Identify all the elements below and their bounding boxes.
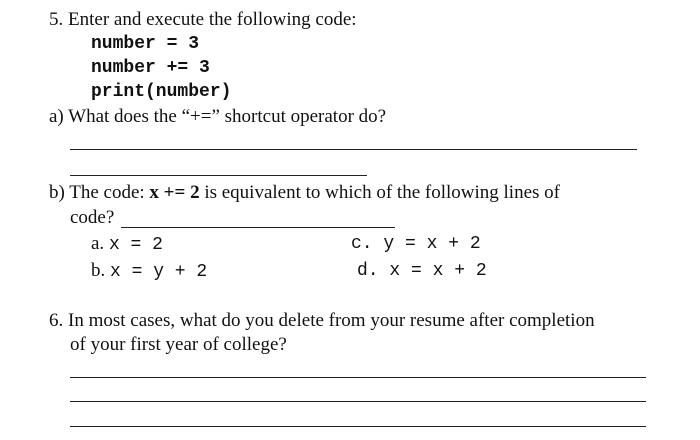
- code-line-3: print(number): [91, 82, 232, 102]
- question-6-line-2: of your first year of college?: [70, 334, 287, 355]
- option-b-letter: b.: [91, 260, 110, 281]
- question-5b-text-post: is equivalent to which of the following lines of: [199, 182, 560, 203]
- option-a-letter: a.: [91, 233, 109, 254]
- question-5a-prompt: a) What does the “+=” shortcut operator do?: [49, 106, 387, 127]
- answer-line-6-3[interactable]: [70, 426, 646, 427]
- answer-line-6-1[interactable]: [70, 377, 646, 378]
- option-a: [91, 233, 163, 256]
- option-d: d. x = x + 2: [357, 261, 487, 281]
- option-c: c. y = x + 2: [351, 234, 481, 254]
- answer-line-5a-2[interactable]: [70, 175, 367, 176]
- code-line-1: number = 3: [91, 34, 200, 54]
- question-5b-code: x += 2: [149, 182, 200, 203]
- option-b: [91, 260, 207, 283]
- option-b-code: x = y + 2: [110, 262, 208, 282]
- option-a-code: x = 2: [108, 235, 163, 255]
- answer-line-5a-1[interactable]: [70, 149, 637, 150]
- code-line-2: number += 3: [91, 58, 210, 78]
- question-5b-prompt: [49, 182, 560, 204]
- answer-line-5b[interactable]: [121, 227, 395, 228]
- question-6-line-1: 6. In most cases, what do you delete from your resume after completion: [49, 310, 595, 331]
- question-5b-continued: code?: [70, 207, 115, 228]
- answer-line-6-2[interactable]: [70, 401, 646, 402]
- question-5b-text-pre: b) The code:: [49, 182, 150, 203]
- question-5-prompt: 5. Enter and execute the following code:: [49, 9, 357, 30]
